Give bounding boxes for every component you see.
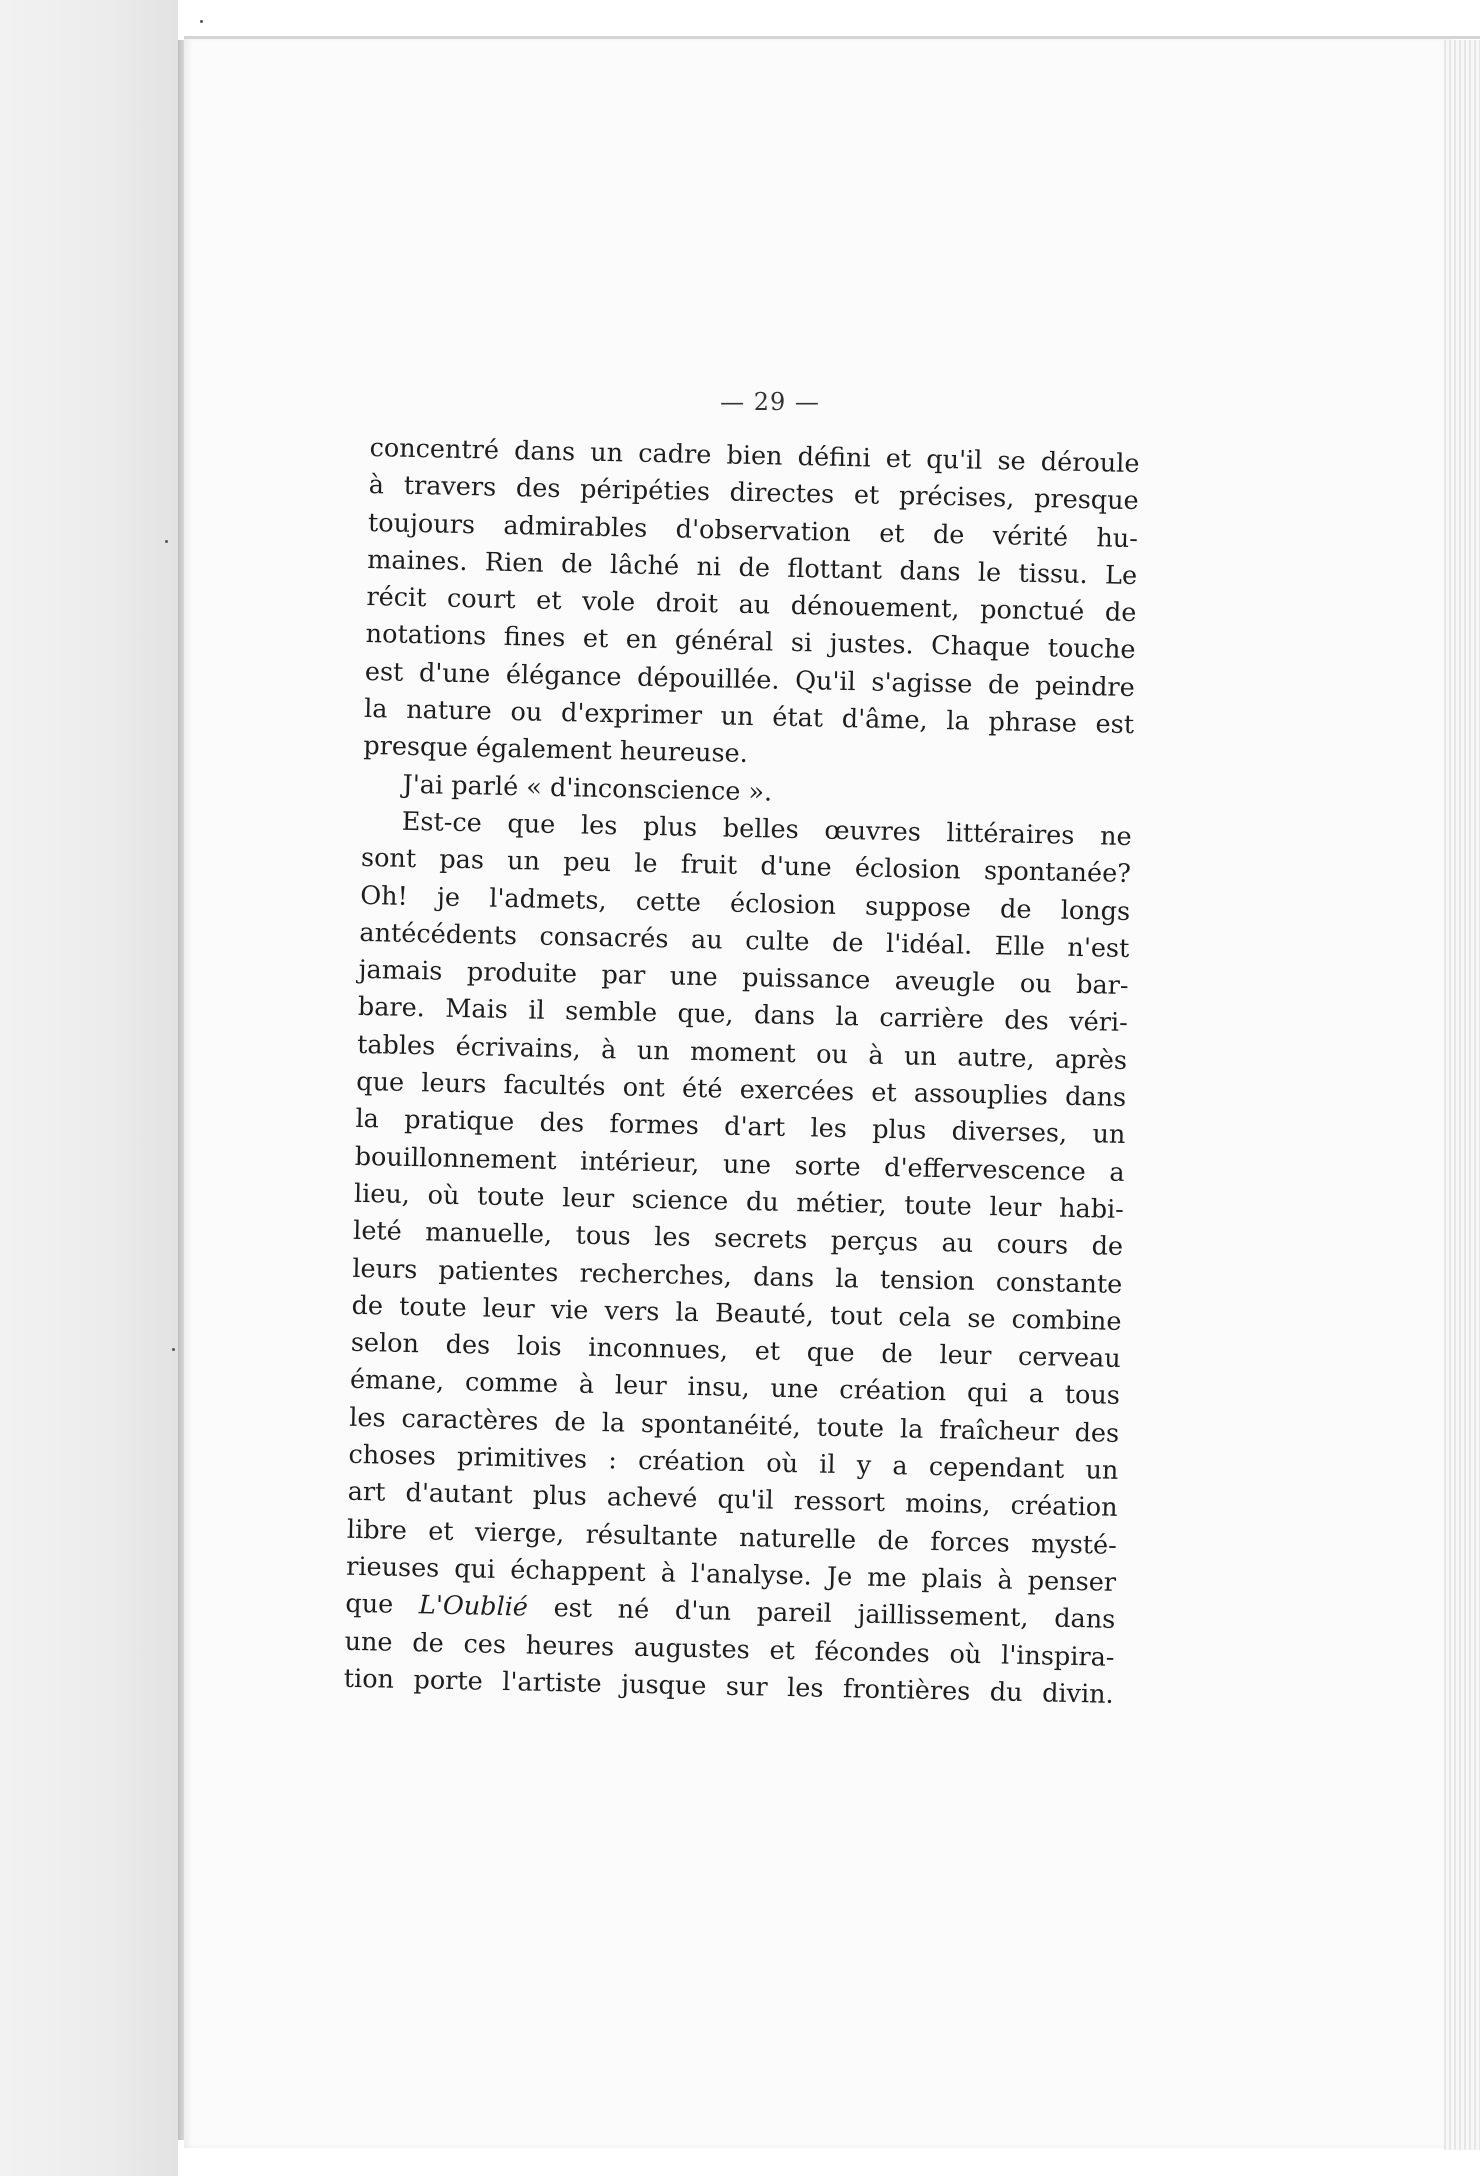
text-line: notations fines et en général si justes. Chaque touche (365, 619, 1136, 666)
page-top-edge (184, 36, 1480, 39)
text-line: est d'une élégance dépouillée. Qu'il s'agisse de peindre (364, 656, 1136, 703)
text-line: récit court et vole droit au dénouement, ponctué de (366, 582, 1137, 629)
text-line: libre et vierge, résultante naturelle de forces mysté- (346, 1514, 1118, 1561)
text-line: bouillonnement intérieur, une sorte d'effervescence a (354, 1141, 1125, 1188)
text-line: maines. Rien de lâché ni de flottant dans le tissu. Le (366, 544, 1138, 591)
text-line: sont pas un peu le fruit d'une éclosion spontanée? (360, 843, 1132, 890)
text-line: la nature ou d'exprimer un état d'âme, la phrase est (363, 694, 1135, 741)
scan-speck (200, 20, 203, 23)
text-line: les caractères de la spontanéité, toute la fraîcheur des (349, 1402, 1120, 1449)
text-line: bare. Mais il semble que, dans la carrière des véri- (357, 992, 1129, 1039)
text-line: leté manuelle, tous les secrets perçus au cours de (352, 1216, 1124, 1263)
text-line: Est-ce que les plus belles œuvres littéraires ne (401, 806, 1132, 853)
text-line: rieuses qui échappent à l'analyse. Je me plais à penser (345, 1551, 1117, 1598)
page-stack-edges (1444, 40, 1480, 2150)
text-fragment: est né d'un pareil jaillissement, dans (553, 1593, 1116, 1636)
body-text (343, 430, 1139, 1714)
text-line: Oh! je l'admets, cette éclosion suppose de longs (359, 880, 1131, 927)
text-line: à travers des péripéties directes et précises, presque (368, 470, 1139, 517)
text-line: de toute leur vie vers la Beauté, tout cela se combine (351, 1290, 1122, 1337)
text-line: tables écrivains, à un moment ou à un autre, après (356, 1029, 1128, 1076)
scan-speck (165, 540, 168, 543)
text-line: antécédents consacrés au culte de l'idéal. Elle n'est (359, 917, 1130, 964)
scan-speck (172, 1348, 175, 1351)
text-line: J'ai parlé « d'inconscience ». (402, 769, 773, 808)
text-line: tion porte l'artiste jusque sur les frontières du divin. (343, 1663, 1114, 1710)
text-line: choses primitives : création où il y a cependant un (348, 1439, 1119, 1486)
text-line: selon des lois inconnues, et que de leur cerveau (350, 1327, 1122, 1375)
page-number: — 29 — (720, 388, 820, 416)
text-line: art d'autant plus achevé qu'il ressort moins, création (347, 1477, 1118, 1524)
text-fragment: que (345, 1588, 394, 1620)
text-line: leurs patientes recherches, dans la tension constante (352, 1253, 1123, 1300)
text-line: toujours admirables d'observation et de vérité hu- (367, 507, 1139, 554)
text-line: lieu, où toute leur science du métier, toute leur habi- (353, 1178, 1125, 1225)
text-line: la pratique des formes d'art les plus diverses, un (355, 1104, 1126, 1151)
text-line: concentré dans un cadre bien défini et qu'il se déroule (369, 432, 1140, 480)
text-line: que leurs facultés ont été exercées et assouplies dans (356, 1066, 1127, 1114)
text-line: jamais produite par une puissance aveugle ou bar- (358, 955, 1129, 1002)
text-line: presque également heureuse. (363, 731, 749, 770)
text-line: émane, comme à leur insu, une création qui a tous (349, 1365, 1121, 1412)
facing-page-edge (0, 0, 178, 2176)
text-line: une de ces heures augustes et fécondes où l'inspira- (344, 1626, 1115, 1673)
book-title: L'Oublié (418, 1590, 529, 1623)
